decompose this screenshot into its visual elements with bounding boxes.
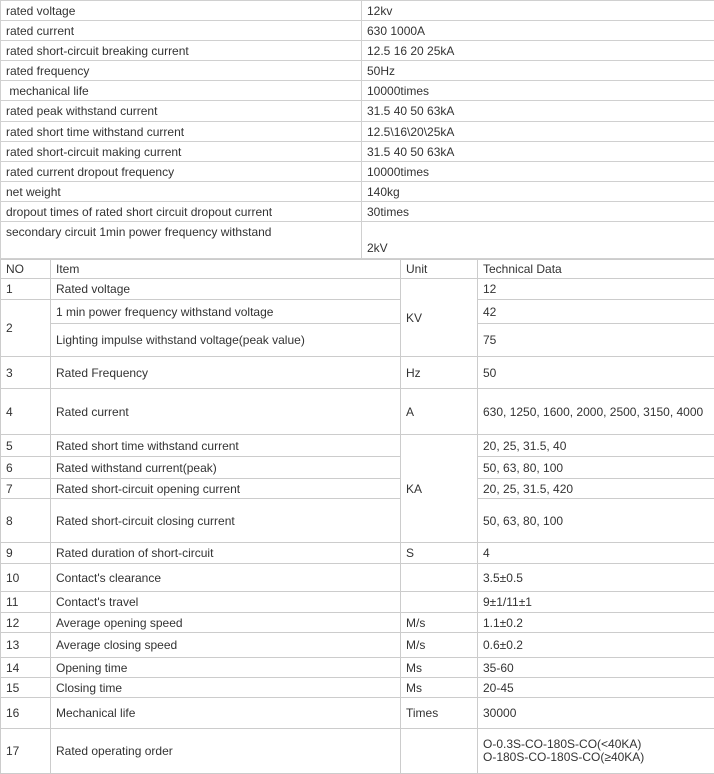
unit-cell: S: [401, 543, 478, 564]
item-cell: Rated duration of short-circuit: [51, 543, 401, 564]
operating-order-line-1: O-0.3S-CO-180S-CO(<40KA): [483, 738, 714, 751]
spec-value: 12.5\16\20\25kA: [362, 122, 714, 142]
row-number: 10: [1, 564, 51, 592]
table-row: [1, 182, 714, 202]
row-number: 9: [1, 543, 51, 564]
item-cell: Contact's travel: [51, 592, 401, 613]
spec-value: 2kV: [362, 222, 714, 259]
data-cell: 50, 63, 80, 100: [478, 499, 714, 543]
row-number: 2: [1, 300, 51, 357]
spec-value: 12kv: [362, 1, 714, 21]
table-row: [1, 357, 714, 389]
column-header-item: Item: [51, 260, 401, 279]
table-header-row: [1, 260, 714, 279]
spec-label: rated frequency: [1, 61, 362, 81]
unit-cell: M/s: [401, 613, 478, 633]
row-number: 15: [1, 678, 51, 698]
data-cell: 75: [478, 324, 714, 357]
spec-value: 30times: [362, 202, 714, 222]
item-cell: Rated voltage: [51, 279, 401, 300]
spec-label: dropout times of rated short circuit dropout current: [1, 202, 362, 222]
item-cell: Rated withstand current(peak): [51, 457, 401, 479]
spec-label: mechanical life: [1, 81, 362, 101]
spec-value: 10000times: [362, 162, 714, 182]
row-number: 6: [1, 457, 51, 479]
table-row: [1, 698, 714, 729]
item-cell: Rated operating order: [51, 729, 401, 774]
table-row: [1, 61, 714, 81]
data-cell: 1.1±0.2: [478, 613, 714, 633]
item-cell: Lighting impulse withstand voltage(peak value): [51, 324, 401, 357]
unit-cell: [401, 592, 478, 613]
row-number: 7: [1, 479, 51, 499]
item-cell: Rated short-circuit closing current: [51, 499, 401, 543]
table-row: [1, 1, 714, 21]
data-cell: 20, 25, 31.5, 420: [478, 479, 714, 499]
spec-label: net weight: [1, 182, 362, 202]
data-cell: 9±1/11±1: [478, 592, 714, 613]
unit-cell: M/s: [401, 633, 478, 658]
row-number: 11: [1, 592, 51, 613]
table-row: [1, 101, 714, 122]
table-row: [1, 564, 714, 592]
item-cell: 1 min power frequency withstand voltage: [51, 300, 401, 324]
row-number: 8: [1, 499, 51, 543]
item-cell: Contact's clearance: [51, 564, 401, 592]
table-row: [1, 41, 714, 61]
spec-label: rated peak withstand current: [1, 101, 362, 122]
item-cell: Average opening speed: [51, 613, 401, 633]
spec-value: 630 1000A: [362, 21, 714, 41]
table-row: [1, 21, 714, 41]
table-row: [1, 222, 714, 259]
item-cell: Rated short time withstand current: [51, 435, 401, 457]
row-number: 1: [1, 279, 51, 300]
table-row: [1, 202, 714, 222]
item-cell: Closing time: [51, 678, 401, 698]
item-cell: Mechanical life: [51, 698, 401, 729]
table-row: [1, 389, 714, 435]
table-row: [1, 279, 714, 300]
data-cell: 30000: [478, 698, 714, 729]
unit-cell: [401, 564, 478, 592]
item-cell: Average closing speed: [51, 633, 401, 658]
column-header-unit: Unit: [401, 260, 478, 279]
data-cell: 4: [478, 543, 714, 564]
item-cell: Rated short-circuit opening current: [51, 479, 401, 499]
data-cell: 12: [478, 279, 714, 300]
row-number: 4: [1, 389, 51, 435]
row-number: 3: [1, 357, 51, 389]
data-cell: 50: [478, 357, 714, 389]
data-cell: 35-60: [478, 658, 714, 678]
spec-value: 31.5 40 50 63kA: [362, 142, 714, 162]
row-number: 5: [1, 435, 51, 457]
spec-label: rated short-circuit making current: [1, 142, 362, 162]
table-row: [1, 457, 714, 479]
row-number: 14: [1, 658, 51, 678]
row-number: 13: [1, 633, 51, 658]
column-header-no: NO: [1, 260, 51, 279]
data-cell: 630, 1250, 1600, 2000, 2500, 3150, 4000: [478, 389, 714, 435]
table-row: [1, 162, 714, 182]
table-row: [1, 122, 714, 142]
table-row: [1, 324, 714, 357]
unit-cell: Ms: [401, 678, 478, 698]
table-row: [1, 729, 714, 774]
data-cell: 50, 63, 80, 100: [478, 457, 714, 479]
table-row: [1, 658, 714, 678]
spec-label: rated short time withstand current: [1, 122, 362, 142]
item-cell: Rated Frequency: [51, 357, 401, 389]
unit-cell: A: [401, 389, 478, 435]
table-row: [1, 633, 714, 658]
unit-cell: KA: [401, 435, 478, 543]
unit-cell: KV: [401, 279, 478, 357]
data-cell: 3.5±0.5: [478, 564, 714, 592]
column-header-technical-data: Technical Data: [478, 260, 714, 279]
spec-label: rated current: [1, 21, 362, 41]
item-cell: Opening time: [51, 658, 401, 678]
spec-value: 10000times: [362, 81, 714, 101]
spec-label: secondary circuit 1min power frequency withstand: [1, 222, 362, 259]
table-row: [1, 435, 714, 457]
spec-table: [0, 0, 714, 259]
unit-cell: Times: [401, 698, 478, 729]
data-cell: [478, 729, 714, 774]
row-number: 16: [1, 698, 51, 729]
table-row: [1, 678, 714, 698]
table-row: [1, 592, 714, 613]
row-number: 17: [1, 729, 51, 774]
spec-value: 140kg: [362, 182, 714, 202]
spec-label: rated current dropout frequency: [1, 162, 362, 182]
operating-order-line-2: O-180S-CO-180S-CO(≥40KA): [483, 751, 714, 764]
data-cell: 42: [478, 300, 714, 324]
table-row: [1, 499, 714, 543]
table-row: [1, 142, 714, 162]
unit-cell: Hz: [401, 357, 478, 389]
data-cell: 20-45: [478, 678, 714, 698]
spec-label: rated short-circuit breaking current: [1, 41, 362, 61]
data-cell: 0.6±0.2: [478, 633, 714, 658]
item-cell: Rated current: [51, 389, 401, 435]
spec-value: 50Hz: [362, 61, 714, 81]
table-row: [1, 543, 714, 564]
technical-data-table: [0, 259, 714, 774]
data-cell: 20, 25, 31.5, 40: [478, 435, 714, 457]
row-number: 12: [1, 613, 51, 633]
table-row: [1, 479, 714, 499]
spec-value: 31.5 40 50 63kA: [362, 101, 714, 122]
unit-cell: [401, 729, 478, 774]
spec-value: 12.5 16 20 25kA: [362, 41, 714, 61]
spec-label: rated voltage: [1, 1, 362, 21]
table-row: [1, 300, 714, 324]
table-row: [1, 613, 714, 633]
table-row: [1, 81, 714, 101]
unit-cell: Ms: [401, 658, 478, 678]
